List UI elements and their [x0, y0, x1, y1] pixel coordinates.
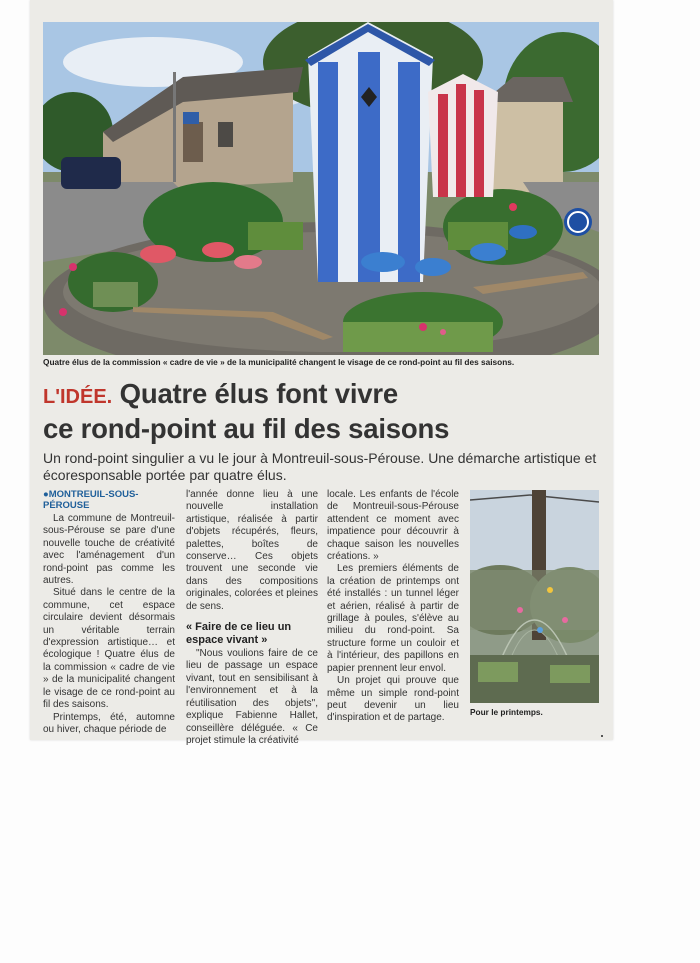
location-pin-icon: ●	[43, 489, 49, 500]
paragraph: Les premiers éléments de la création de printemps ont été installés : un tunnel léger et aérien, réalisé à partir de grillage à poules, s'élève au milieu du rond-point. Sa structure forme un couloir et à l'intérieur, des papillons en papier prennent leur envol.	[327, 563, 459, 674]
paragraph: "Nous voulions faire de ce lieu de passage un espace vivant, tout en sensibilisant à l'environnement et à la réutilisation des objets", explique Fabienne Hallet, conseillère déléguée. « Ce projet stimule la créativité	[186, 648, 318, 746]
article-column-1	[43, 489, 175, 736]
article-column-2	[186, 489, 318, 747]
subheading: « Faire de ce lieu un espace vivant »	[186, 621, 292, 646]
spring-installation-photo	[470, 490, 599, 703]
headline-line-2: ce rond-point au fil des saisons	[43, 413, 450, 444]
paragraph: Printemps, été, automne ou hiver, chaque période de	[43, 711, 175, 735]
headline-line-1: Quatre élus font vivre	[119, 378, 398, 409]
paragraph: La commune de Montreuil-sous-Pérouse se pare d'une nouvelle touche de créativité avec l'aménagement d'un rond-point pas comme les autres.	[43, 513, 175, 587]
paragraph: locale. Les enfants de l'école de Montreuil-sous-Pérouse attendent ce moment avec impatience pour découvrir à chaque saison les nouvelles créations. »	[327, 489, 459, 563]
side-photo-caption: Pour le printemps.	[470, 707, 543, 717]
paragraph: l'année donne lieu à une nouvelle installation artistique, réalisée à partir d'objets récupérés, fleurs, palettes, boîtes de conserve… Ces objets trouvent une seconde vie dans des compositions originales, colorées et pleines de sens.	[186, 489, 318, 612]
article-column-3	[327, 489, 459, 725]
roundabout-photo	[43, 22, 599, 355]
article-deck: Un rond-point singulier a vu le jour à Montreuil-sous-Pérouse. Une démarche artistique et écoresponsable portée par quatre élus.	[43, 450, 597, 483]
print-mark	[601, 735, 603, 737]
dateline: ●MONTREUIL-SOUS-PÉROUSE	[43, 489, 139, 511]
headline	[43, 378, 599, 444]
paragraph: Situé dans le centre de la commune, cet espace circulaire devient désormais un véritable terrain d'expression artistique… et écologique ! Quatre élus de la commission « cadre de vie » de la municipalité changent le visage de ce rond-point au fil des saisons.	[43, 587, 175, 711]
photo-caption: Quatre élus de la commission « cadre de vie » de la municipalité changent le visage de ce rond-point au fil des saisons.	[43, 357, 515, 367]
headline-kicker: L'IDÉE.	[43, 386, 113, 408]
paragraph: Un projet qui prouve que même un simple rond-point peut devenir un lieu d'inspiration et de partage.	[327, 675, 459, 724]
